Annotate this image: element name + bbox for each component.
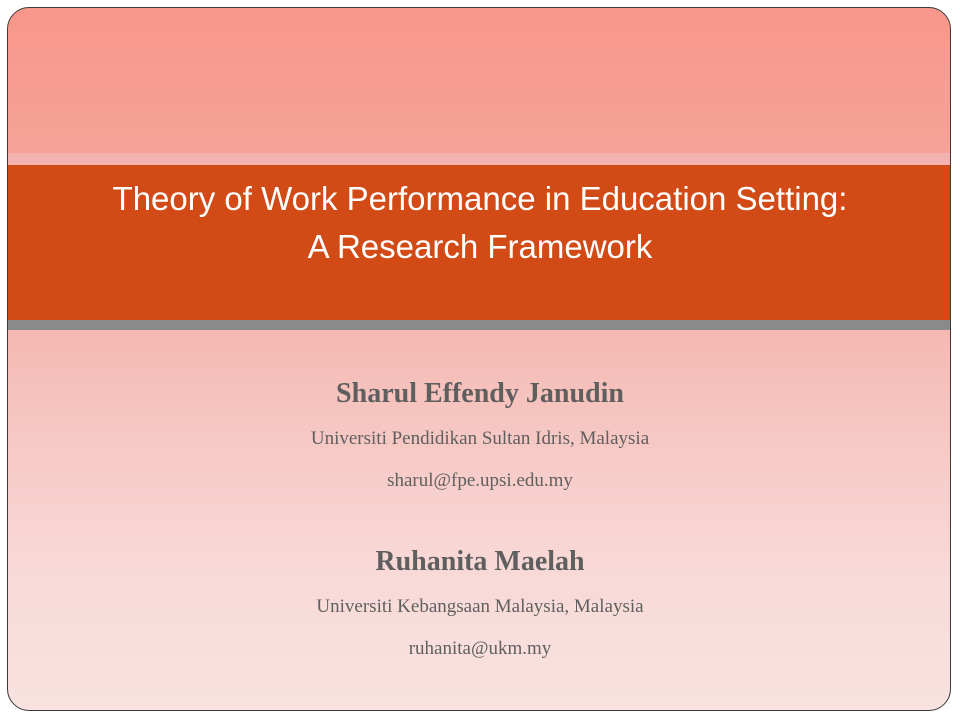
- title-band-top-stripe: [8, 153, 951, 165]
- author-name: Ruhanita Maelah: [375, 546, 585, 577]
- author-email: ruhanita@ukm.my: [408, 638, 552, 659]
- slide-title-line-1: Theory of Work Performance in Education Setting:: [112, 180, 848, 217]
- author-spacer: [8, 498, 951, 536]
- author-2: [8, 542, 951, 666]
- author-name: Sharul Effendy Janudin: [336, 378, 624, 409]
- author-1: [8, 374, 951, 498]
- slide-title-line-2: A Research Framework: [307, 228, 653, 265]
- authors-block: [8, 368, 951, 666]
- slide: [7, 7, 951, 711]
- author-affiliation: Universiti Kebangsaan Malaysia, Malaysia: [316, 596, 644, 617]
- author-email: sharul@fpe.upsi.edu.my: [387, 470, 573, 491]
- slide-title: [8, 168, 951, 278]
- title-band-bottom-stripe: [8, 320, 951, 330]
- author-affiliation: Universiti Pendidikan Sultan Idris, Malaysia: [310, 428, 650, 449]
